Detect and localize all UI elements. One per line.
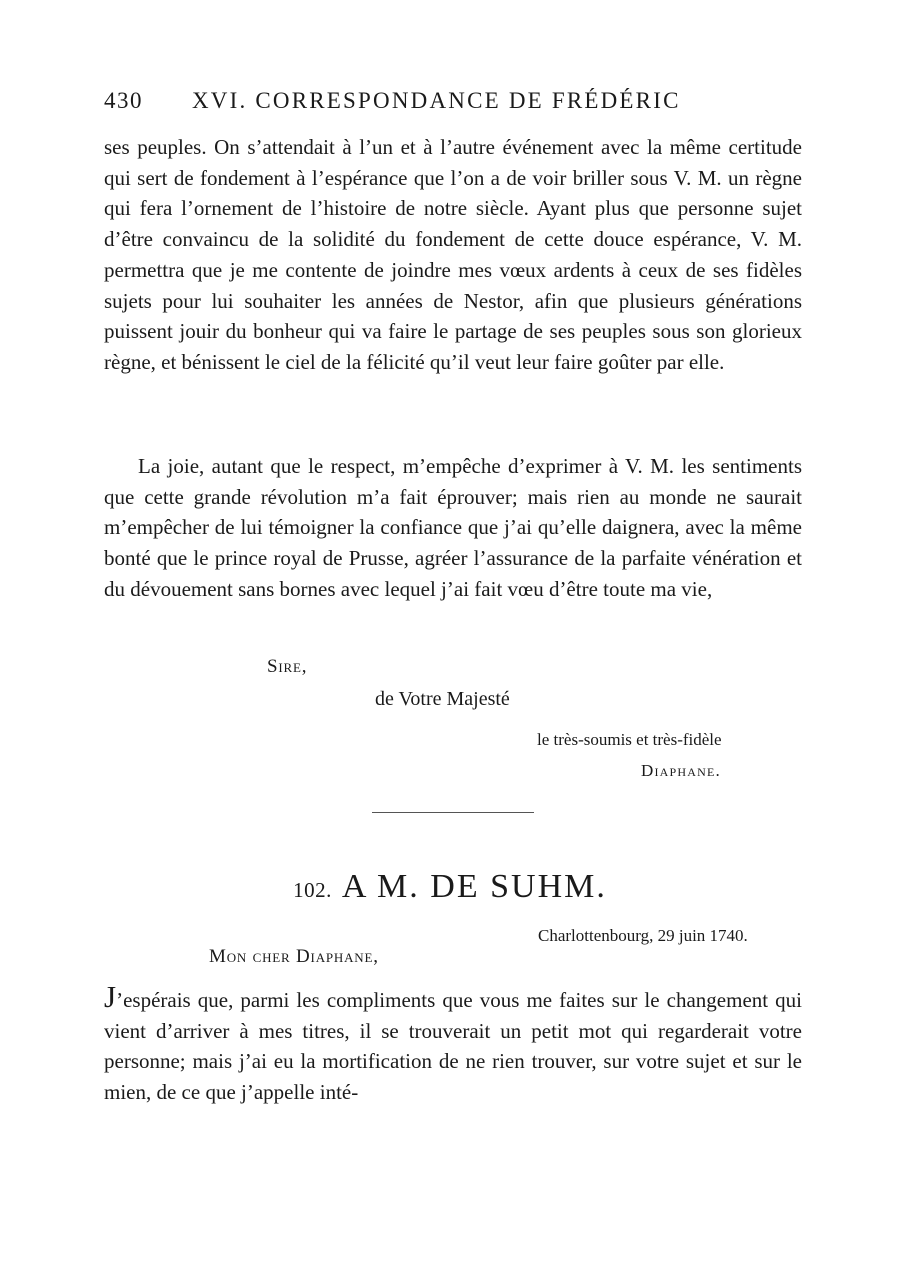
signature: Diaphane. — [641, 761, 721, 780]
letter-body-text: ’espérais que, parmi les compliments que vous me faites sur le changement qui vient d’arriver à mes titres, il se trouverait un petit mot qui regarderait votre personne; mais j’ai eu la mortification de ne rien trouver, sur votre sujet et sur le mien, de ce que j’appelle inté- — [104, 988, 802, 1105]
salutation: Mon cher Diaphane, — [209, 946, 379, 967]
closing-sire: Sire, — [267, 656, 308, 677]
page-header — [104, 88, 804, 120]
letter-number: 102. — [293, 878, 332, 902]
letter-paragraph-1: ses peuples. On s’attendait à l’un et à l’autre événement avec la même certitude qui sert de fondement à l’espérance que l’on a de voir briller sous V. M. un règne qui fera l’ornement de l’histoire de notre siècle. Ayant plus que personne sujet d’être convaincu de la solidité du fondement de cette douce espérance, V. M. permettra que je me contente de joindre mes vœux ardents à ceux de ses fidèles sujets pour lui souhaiter les années de Nestor, afin que plusieurs générations puissent jouir du bonheur qui va faire le partage de ses peuples sous son glorieux règne, et bénissent le ciel de la félicité qu’il veut leur faire goûter par elle. — [104, 135, 802, 374]
drop-cap: J — [104, 979, 117, 1014]
closing-majeste: de Votre Majesté — [375, 688, 510, 710]
letter-title: A M. DE SUHM. — [341, 868, 607, 905]
page-number: 430 — [104, 88, 143, 113]
closing-soumis: le très-soumis et très-fidèle — [537, 730, 722, 749]
dateline: Charlottenbourg, 29 juin 1740. — [538, 926, 748, 945]
running-title: XVI. CORRESPONDANCE DE FRÉDÉRIC — [192, 88, 681, 113]
letter-paragraph-2: La joie, autant que le respect, m’empêche d’exprimer à V. M. les sentiments que cette grande révolution m’a fait éprouver; mais rien au monde ne saurait m’empêcher de lui témoigner la confiance que j’ai qu’elle daignera, avec la même bonté que le prince royal de Prusse, agréer l’assurance de la parfaite vénération et du dévouement sans bornes avec lequel j’ai fait vœu d’être toute ma vie, — [104, 454, 802, 601]
letter-heading — [0, 868, 900, 906]
letter-body-paragraph — [104, 979, 802, 1108]
section-divider — [372, 812, 534, 813]
